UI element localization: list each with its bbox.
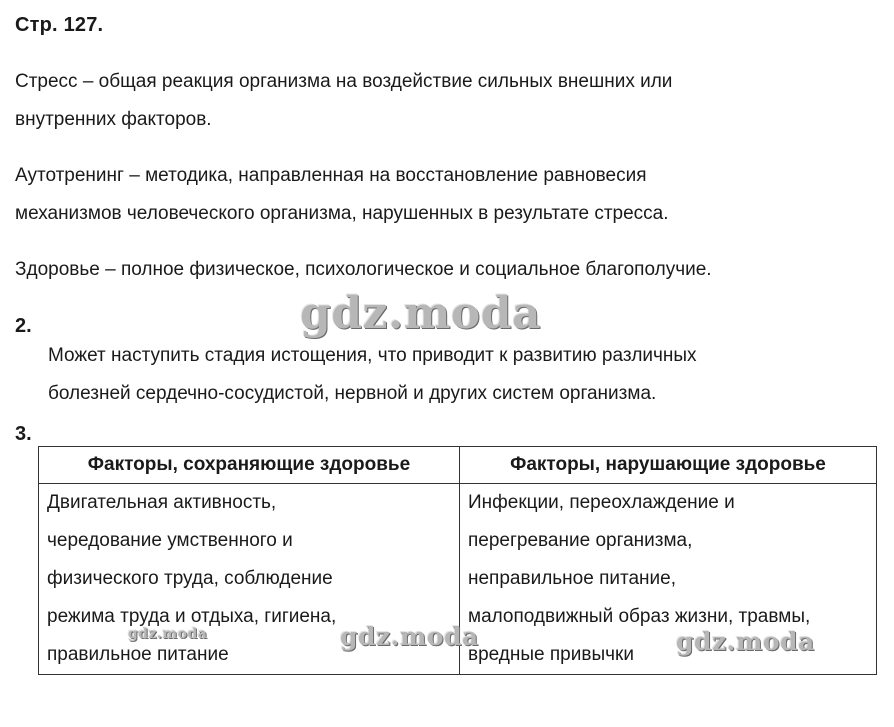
cell-line: неправильное питание, <box>468 568 676 589</box>
task-2-number: 2. <box>15 315 32 337</box>
table-header-row <box>39 447 877 484</box>
definition-autotraining <box>15 157 875 233</box>
page-heading: Стр. 127. <box>15 14 104 36</box>
header-health-preserving: Факторы, сохраняющие здоровье <box>39 447 460 484</box>
definition-line: Здоровье – полное физическое, психологическое и социальное благополучие. <box>15 259 712 280</box>
cell-line: вредные привычки <box>468 644 634 665</box>
watermark-logo: gdz.moda <box>300 288 542 339</box>
watermark-logo: gdz.moda <box>340 622 479 651</box>
definition-line: Стресс – общая реакция организма на воздействие сильных внешних или <box>15 71 673 92</box>
answer-line: Может наступить стадия истощения, что приводит к развитию различных <box>48 345 697 366</box>
definition-line: механизмов человеческого организма, нарушенных в результате стресса. <box>15 203 669 224</box>
answer-line: болезней сердечно-сосудистой, нервной и других систем организма. <box>48 383 657 404</box>
task-2-answer <box>48 337 868 413</box>
cell-line: Двигательная активность, <box>47 492 277 513</box>
watermark-logo: gdz.moda <box>128 626 208 642</box>
watermark-logo: gdz.moda <box>676 627 815 656</box>
header-health-damaging: Факторы, нарушающие здоровье <box>460 447 877 484</box>
cell-line: правильное питание <box>47 644 229 665</box>
definition-line: внутренних факторов. <box>15 109 212 130</box>
cell-line: Инфекции, переохлаждение и <box>468 492 735 513</box>
definition-line: Аутотренинг – методика, направленная на восстановление равновесия <box>15 165 647 186</box>
cell-line: малоподвижный образ жизни, травмы, <box>468 606 811 627</box>
task-3-number: 3. <box>15 423 32 445</box>
cell-line: чередование умственного и <box>47 530 293 551</box>
cell-line: режима труда и отдыха, гигиена, <box>47 606 337 627</box>
definition-health <box>15 251 875 289</box>
definition-stress <box>15 63 875 139</box>
cell-line: физического труда, соблюдение <box>47 568 333 589</box>
cell-line: перегревание организма, <box>468 530 693 551</box>
